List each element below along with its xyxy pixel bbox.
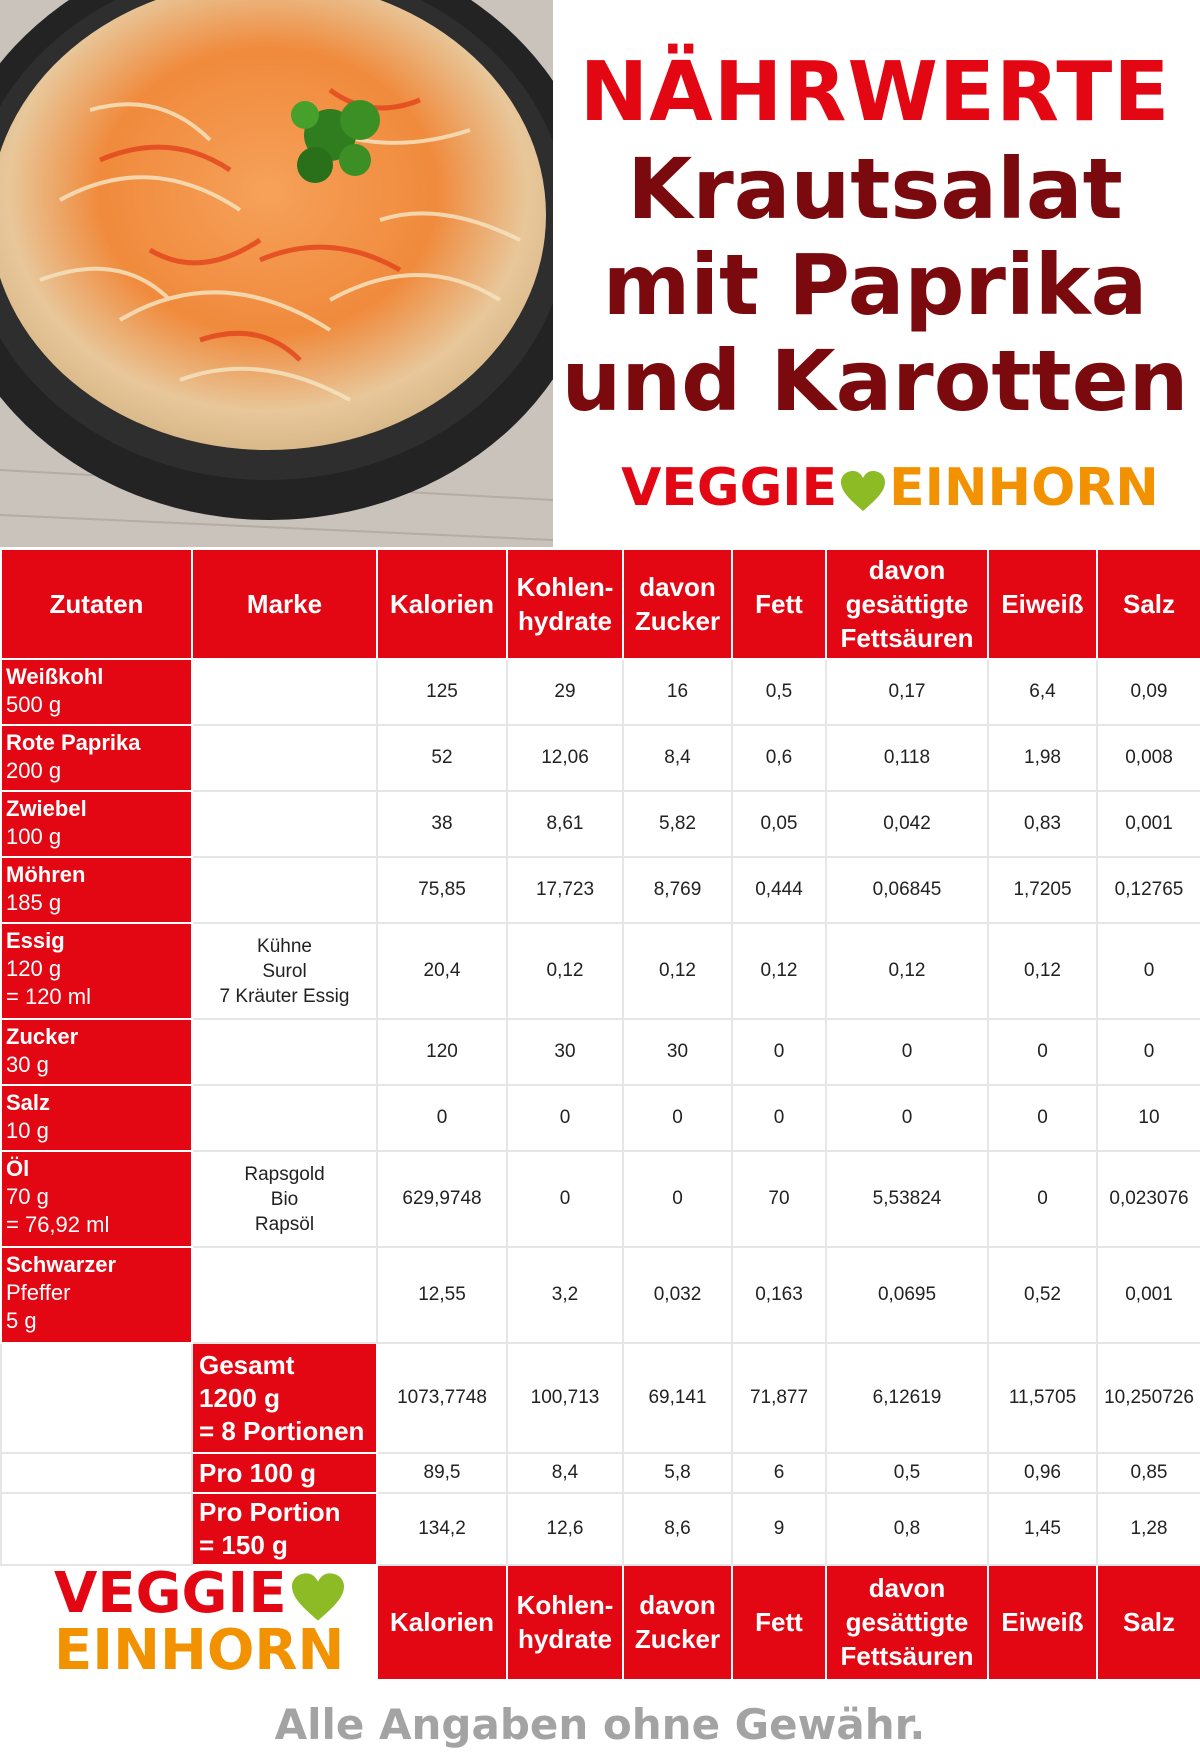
table-row — [1, 1247, 1200, 1343]
brand-cell — [192, 791, 377, 857]
ingredient-quantity: = 120 ml — [6, 984, 91, 1009]
brand-cell — [192, 1019, 377, 1085]
value-cell: 0,444 — [732, 857, 826, 923]
value-cell: 0,032 — [623, 1247, 732, 1343]
header-carbs-line-1: Kohlen- — [516, 572, 614, 602]
brand-logo-top — [610, 458, 1170, 518]
header-satfat-line-2: gesättigte — [845, 589, 969, 619]
ingredient-name: Weißkohl — [6, 664, 104, 689]
value-cell: 12,06 — [507, 725, 623, 791]
header-carbs-line-2: hydrate — [518, 606, 612, 636]
ingredient-quantity: 120 g — [6, 956, 62, 981]
header-calories: Kalorien — [377, 549, 507, 659]
value-cell: 0 — [507, 1085, 623, 1151]
salad-photo — [0, 0, 553, 547]
footer-header-sugar-line-1: davon — [639, 1590, 716, 1621]
ingredient-cell — [1, 791, 192, 857]
brand-cell — [192, 659, 377, 725]
table-footer-row — [1, 1565, 1200, 1680]
total-row — [1, 1493, 1200, 1565]
total-value-cell: 89,5 — [377, 1453, 507, 1493]
value-cell: 0 — [623, 1151, 732, 1247]
value-cell: 29 — [507, 659, 623, 725]
table-header-row — [1, 549, 1200, 659]
ingredient-quantity: 185 g — [6, 890, 62, 915]
value-cell: 70 — [732, 1151, 826, 1247]
value-cell: 0,023076 — [1097, 1151, 1200, 1247]
value-cell: 125 — [377, 659, 507, 725]
footer-header-calories: Kalorien — [377, 1565, 507, 1680]
total-value-cell: 11,5705 — [988, 1343, 1097, 1453]
total-row — [1, 1453, 1200, 1493]
ingredient-cell — [1, 1247, 192, 1343]
ingredient-quantity: 30 g — [6, 1052, 49, 1077]
value-cell: 0,52 — [988, 1247, 1097, 1343]
total-label-line: = 8 Portionen — [199, 1415, 365, 1446]
spacer-cell — [1, 1453, 192, 1493]
total-value-cell: 6 — [732, 1453, 826, 1493]
value-cell: 0,09 — [1097, 659, 1200, 725]
value-cell: 8,4 — [623, 725, 732, 791]
ingredient-name: Essig — [6, 928, 65, 953]
recipe-title-line-1: Krautsalat — [627, 140, 1123, 238]
footer-header-carbs — [507, 1565, 623, 1680]
header-satfat — [826, 549, 988, 659]
ingredient-cell — [1, 857, 192, 923]
value-cell: 0,042 — [826, 791, 988, 857]
value-cell: 0,12765 — [1097, 857, 1200, 923]
footer-header-satfat-line-3: Fettsäuren — [840, 1641, 974, 1672]
value-cell: 0,12 — [623, 923, 732, 1019]
value-cell: 75,85 — [377, 857, 507, 923]
total-value-cell: 1073,7748 — [377, 1343, 507, 1453]
value-cell: 0 — [377, 1085, 507, 1151]
table-row — [1, 1085, 1200, 1151]
value-cell: 10 — [1097, 1085, 1200, 1151]
footer-header-fat: Fett — [732, 1565, 826, 1680]
brand-cell — [192, 1247, 377, 1343]
total-value-cell: 12,6 — [507, 1493, 623, 1565]
footer-header-carbs-line-1: Kohlen- — [516, 1590, 614, 1621]
value-cell: 1,7205 — [988, 857, 1097, 923]
value-cell: 0,0695 — [826, 1247, 988, 1343]
total-value-cell: 0,96 — [988, 1453, 1097, 1493]
brand-cell — [192, 857, 377, 923]
recipe-title-line-2: mit Paprika — [602, 236, 1148, 334]
total-value-cell: 8,4 — [507, 1453, 623, 1493]
header-salt: Salz — [1097, 549, 1200, 659]
brand-line: Bio — [270, 1188, 299, 1210]
value-cell: 0,17 — [826, 659, 988, 725]
value-cell: 120 — [377, 1019, 507, 1085]
brand-line: Surol — [262, 960, 307, 982]
total-value-cell: 0,85 — [1097, 1453, 1200, 1493]
brand-logo-bottom — [1, 1561, 377, 1683]
table-row — [1, 857, 1200, 923]
table-row — [1, 1019, 1200, 1085]
footer-header-satfat-line-2: gesättigte — [845, 1607, 969, 1638]
total-value-cell: 71,877 — [732, 1343, 826, 1453]
brand-cell — [192, 1151, 377, 1247]
value-cell: 0,6 — [732, 725, 826, 791]
value-cell: 0 — [1097, 1019, 1200, 1085]
value-cell: 8,769 — [623, 857, 732, 923]
header-brand: Marke — [192, 549, 377, 659]
value-cell: 0,12 — [732, 923, 826, 1019]
footer-heart-icon — [289, 1571, 347, 1623]
value-cell: 0,83 — [988, 791, 1097, 857]
total-value-cell: 0,5 — [826, 1453, 988, 1493]
brand-cell — [192, 923, 377, 1019]
header-sugar-line-2: Zucker — [634, 606, 721, 636]
total-rows — [1, 1343, 1200, 1565]
ingredient-cell — [1, 1019, 192, 1085]
total-label-line: Gesamt — [199, 1349, 295, 1380]
value-cell: 30 — [507, 1019, 623, 1085]
nutrition-table — [0, 548, 1200, 1681]
value-cell: 0,06845 — [826, 857, 988, 923]
value-cell: 0 — [732, 1019, 826, 1085]
value-cell: 1,98 — [988, 725, 1097, 791]
brand-line: Rapsöl — [254, 1213, 315, 1235]
total-label-line: = 150 g — [199, 1530, 288, 1560]
ingredient-name: Salz — [6, 1090, 51, 1115]
total-value-cell: 6,12619 — [826, 1343, 988, 1453]
value-cell: 0,12 — [507, 923, 623, 1019]
total-value-cell: 5,8 — [623, 1453, 732, 1493]
value-cell: 0,12 — [988, 923, 1097, 1019]
total-value-cell: 1,28 — [1097, 1493, 1200, 1565]
page-title: NÄHRWERTE — [579, 45, 1171, 140]
value-cell: 17,723 — [507, 857, 623, 923]
footer-header-carbs-line-2: hydrate — [518, 1624, 612, 1655]
footer-brand-word-einhorn: EINHORN — [54, 1617, 345, 1683]
salad-bowl-illustration — [0, 0, 553, 547]
value-cell: 0,001 — [1097, 791, 1200, 857]
brand-word-einhorn: EINHORN — [889, 458, 1159, 518]
ingredient-name: Schwarzer — [6, 1252, 117, 1277]
footer-header-protein: Eiweiß — [988, 1565, 1097, 1680]
footer-header-salt: Salz — [1097, 1565, 1200, 1680]
total-value-cell: 9 — [732, 1493, 826, 1565]
value-cell: 0 — [826, 1019, 988, 1085]
total-value-cell: 8,6 — [623, 1493, 732, 1565]
brand-cell — [192, 725, 377, 791]
total-label-line: Pro Portion — [199, 1497, 341, 1527]
total-label-cell — [192, 1493, 377, 1565]
header-fat: Fett — [732, 549, 826, 659]
value-cell: 0 — [1097, 923, 1200, 1019]
total-value-cell: 100,713 — [507, 1343, 623, 1453]
ingredient-name: Öl — [6, 1156, 30, 1181]
value-cell: 0 — [988, 1151, 1097, 1247]
table-row — [1, 923, 1200, 1019]
table-row — [1, 659, 1200, 725]
ingredient-rows — [1, 659, 1200, 1343]
value-cell: 0,001 — [1097, 1247, 1200, 1343]
ingredient-cell — [1, 659, 192, 725]
header-satfat-line-3: Fettsäuren — [840, 623, 974, 653]
footer-header-sugar — [623, 1565, 732, 1680]
total-value-cell: 69,141 — [623, 1343, 732, 1453]
value-cell: 0 — [507, 1151, 623, 1247]
value-cell: 5,53824 — [826, 1151, 988, 1247]
ingredient-name: Möhren — [6, 862, 86, 887]
header-sugar-line-1: davon — [639, 572, 716, 602]
value-cell: 52 — [377, 725, 507, 791]
ingredient-quantity: 10 g — [6, 1118, 49, 1143]
total-value-cell: 0,8 — [826, 1493, 988, 1565]
table-row — [1, 1151, 1200, 1247]
total-label-line: Pro 100 g — [199, 1457, 317, 1488]
footer-header-satfat — [826, 1565, 988, 1680]
spacer-cell — [1, 1493, 192, 1565]
brand-line: Kühne — [257, 935, 312, 957]
title-block — [560, 45, 1190, 429]
ingredient-quantity: 70 g — [6, 1184, 49, 1209]
value-cell: 0,163 — [732, 1247, 826, 1343]
value-cell: 8,61 — [507, 791, 623, 857]
value-cell: 0,05 — [732, 791, 826, 857]
total-row — [1, 1343, 1200, 1453]
ingredient-name: Rote Paprika — [6, 730, 141, 755]
ingredient-quantity: 100 g — [6, 824, 62, 849]
value-cell: 20,4 — [377, 923, 507, 1019]
value-cell: 16 — [623, 659, 732, 725]
disclaimer: Alle Angaben ohne Gewähr. — [274, 1700, 926, 1749]
brand-word-veggie: VEGGIE — [621, 458, 838, 518]
header-satfat-line-1: davon — [868, 555, 946, 585]
value-cell: 0 — [988, 1019, 1097, 1085]
ingredient-name: Zwiebel — [6, 796, 87, 821]
value-cell: 38 — [377, 791, 507, 857]
ingredient-quantity: Pfeffer — [6, 1280, 71, 1305]
value-cell: 0 — [623, 1085, 732, 1151]
value-cell: 629,9748 — [377, 1151, 507, 1247]
value-cell: 0,118 — [826, 725, 988, 791]
ingredient-quantity: 5 g — [6, 1308, 37, 1333]
value-cell: 30 — [623, 1019, 732, 1085]
recipe-title-line-3: und Karotten — [561, 332, 1189, 430]
ingredient-quantity: = 76,92 ml — [6, 1212, 110, 1237]
value-cell: 0,5 — [732, 659, 826, 725]
value-cell: 6,4 — [988, 659, 1097, 725]
footer-brand-word-veggie: VEGGIE — [54, 1561, 287, 1626]
heart-icon — [839, 469, 887, 513]
ingredient-quantity: 500 g — [6, 692, 62, 717]
footer-header-sugar-line-2: Zucker — [634, 1624, 721, 1655]
value-cell: 12,55 — [377, 1247, 507, 1343]
ingredient-cell — [1, 1151, 192, 1247]
value-cell: 0 — [826, 1085, 988, 1151]
value-cell: 3,2 — [507, 1247, 623, 1343]
header-ingredient: Zutaten — [1, 549, 192, 659]
ingredient-cell — [1, 725, 192, 791]
total-label-cell — [192, 1453, 377, 1493]
total-label-cell — [192, 1343, 377, 1453]
value-cell: 0 — [988, 1085, 1097, 1151]
ingredient-cell — [1, 1085, 192, 1151]
total-value-cell: 134,2 — [377, 1493, 507, 1565]
ingredient-name: Zucker — [6, 1024, 79, 1049]
header-carbs — [507, 549, 623, 659]
total-value-cell: 10,250726 — [1097, 1343, 1200, 1453]
brand-cell — [192, 1085, 377, 1151]
value-cell: 0 — [732, 1085, 826, 1151]
ingredient-quantity: 200 g — [6, 758, 62, 783]
table-row — [1, 791, 1200, 857]
footer-header-satfat-line-1: davon — [868, 1573, 946, 1604]
header-sugar — [623, 549, 732, 659]
table-row — [1, 725, 1200, 791]
brand-line: 7 Kräuter Essig — [219, 985, 350, 1007]
brand-line: Rapsgold — [244, 1163, 325, 1185]
ingredient-cell — [1, 923, 192, 1019]
spacer-cell — [1, 1343, 192, 1453]
value-cell: 5,82 — [623, 791, 732, 857]
header-protein: Eiweiß — [988, 549, 1097, 659]
total-label-line: 1200 g — [199, 1382, 280, 1413]
value-cell: 0,008 — [1097, 725, 1200, 791]
value-cell: 0,12 — [826, 923, 988, 1019]
total-value-cell: 1,45 — [988, 1493, 1097, 1565]
